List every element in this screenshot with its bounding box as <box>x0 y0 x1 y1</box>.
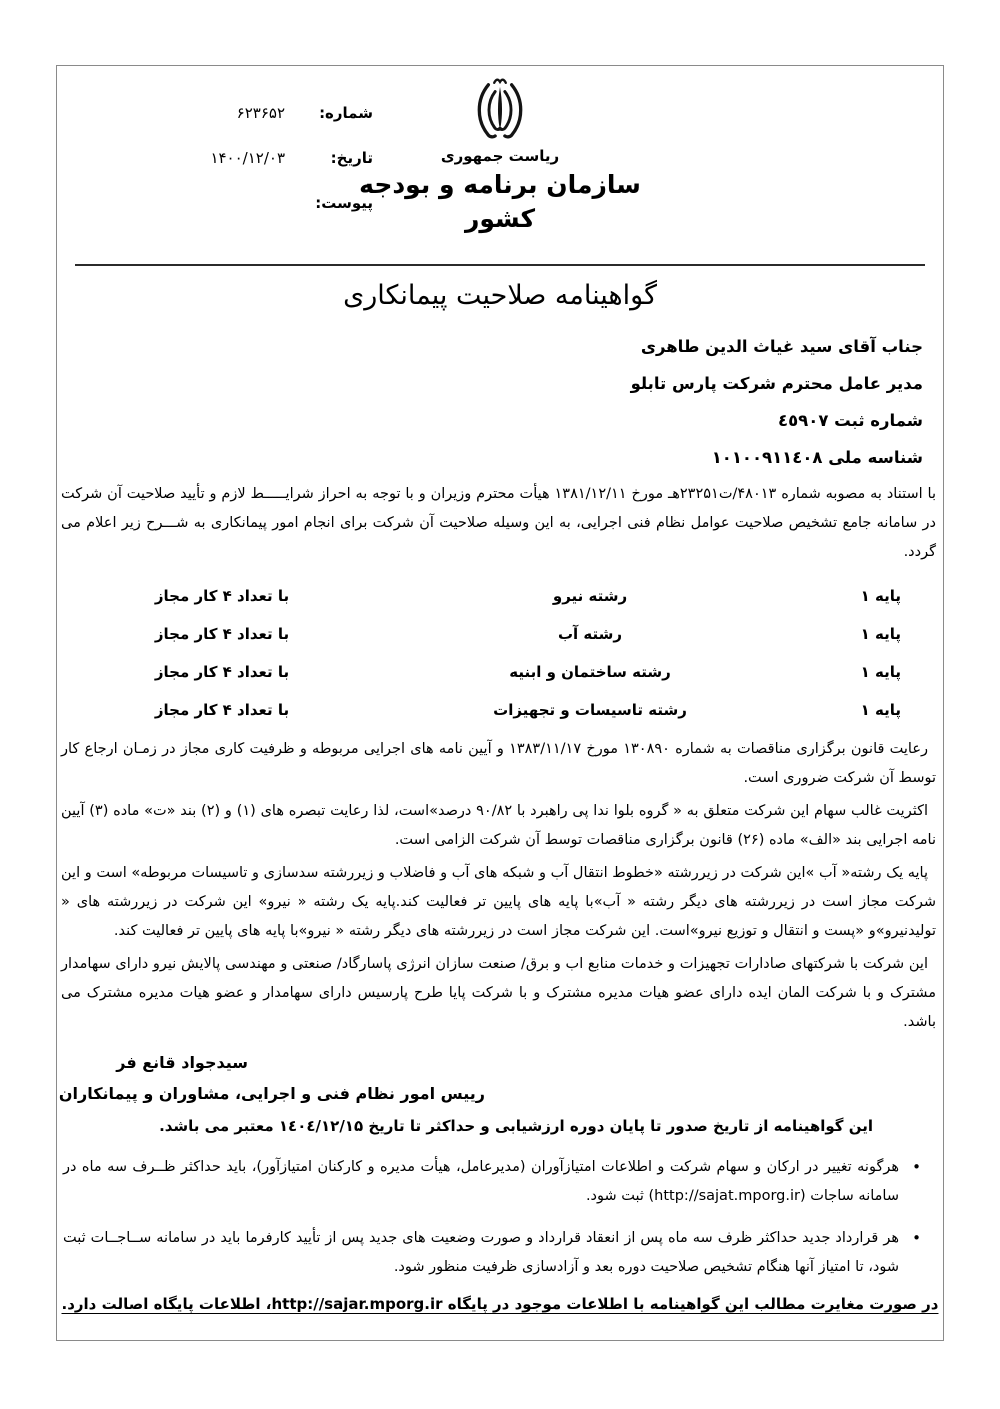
addressee-role: مدیر عامل محترم شرکت پارس تابلو <box>630 374 923 393</box>
bullet-icon: • <box>912 1229 921 1247</box>
grade-base-cell: پایه ۱ <box>860 663 901 681</box>
tender-law-paragraph: رعایت قانون برگزاری مناقصات به شماره ۱۳۰۸۹۰ مورخ ۱۳۸۳/۱۱/۱۷ و آیین نامه های اجرایی مربوطه و ظرفیت کاری مجاز در زمـان ارجاع کار توسط آن شرکت ضروری است. <box>61 741 936 786</box>
letter-meta <box>123 104 373 239</box>
subfields-paragraph: پایه یک رشته« آب »این شرکت در زیررشته «خطوط انتقال آب و شبکه های آب و فاضلاب و زیررشته سدسازی و تاسیسات مربوطه» است و این شرکت مجاز است در زیررشته های دیگر رشته « آب»با پایه های پایین تر فعالیت کند.پایه یک رشته « نیرو» این شرکت در زیررشته های « تولیدنیرو»و «پست و انتقال و توزیع نیرو»است. این شرکت مجاز است در زیررشته های دیگر رشته « نیرو»با پایه های پایین تر فعالیت کند. <box>61 865 936 939</box>
related-companies-paragraph: این شرکت با شرکتهای صادارات تجهیزات و خدمات منابع اب و برق/ صنعت سازان انرژی پاسارگاد/ صنعتی و مهندسی پالایش نیرو دارای سهامدار مشترک و با شرکت المان ایده دارای عضو هیات مدیره مشترک و با شرکت پایا طرح پارسیس دارای سهامدار و عضو هیات مدیره مشترک می باشد. <box>61 956 936 1030</box>
meta-attachment-row <box>123 194 373 212</box>
company-national-id: شناسه ملی ۱۰۱۰۰۹۱۱٤۰۸ <box>711 448 923 467</box>
qualification-grades-table <box>57 577 943 729</box>
note-text: هرگونه تغییر در ارکان و سهام شرکت و اطلاعات امتیازآوران (مدیرعامل، هیأت مدیره و کارکنان امتیازآور)، باید حداکثر ظــرف سه ماه در سامانه ساجات (http://sajat.mporg.ir) ثبت شود. <box>63 1159 899 1204</box>
table-row <box>57 615 943 653</box>
intro-paragraph: با استناد به مصوبه شماره ۴۸۰۱۳/ت۲۳۲۵۱هـ مورخ ۱۳۸۱/۱۲/۱۱ هیأت محترم وزیران و با توجه به احراز شرایـــــط لازم و تأیید صلاحیت آن شرکت در سامانه جامع تشخیص صلاحیت عوامل نظام فنی اجرایی، به این وسیله صلاحیت آن شرکت برای انجام امور پیمانکاری به شـــرح زیر اعلام می گردد. <box>61 486 936 560</box>
org-name: سازمان برنامه و بودجه کشور <box>359 170 641 233</box>
signatory-name: سیدجواد قانع فر <box>116 1053 248 1072</box>
notes-list <box>63 1153 935 1282</box>
grade-capacity-cell: با تعداد ۴ کار مجاز <box>154 663 290 681</box>
grade-capacity-cell: با تعداد ۴ کار مجاز <box>154 587 290 605</box>
addressee-block <box>57 318 943 476</box>
addressee-name: جناب آقای سید غیاث الدین طاهری <box>640 337 923 356</box>
grade-capacity-cell: با تعداد ۴ کار مجاز <box>154 625 290 643</box>
grade-capacity-cell: با تعداد ۴ کار مجاز <box>154 701 290 719</box>
bullet-icon: • <box>912 1158 921 1176</box>
meta-number-label: شماره: <box>319 104 373 122</box>
grade-field-cell: رشته تاسیسات و تجهیزات <box>493 701 687 719</box>
header-divider <box>75 264 925 266</box>
meta-date-value: ۱۴۰۰/۱۲/۰۳ <box>210 149 285 167</box>
signatory-role: رییس امور نظام فنی و اجرایی، مشاوران و پیمانکاران <box>58 1084 485 1103</box>
note-text: هر قرارداد جدید حداکثر ظرف سه ماه پس از انعقاد قرارداد و صورت وضعیت های جدید پس از تأیید کارفرما باید در سامانه ســاجــات ثبت شود، تا امتیاز آنها هنگام تشخیص صلاحیت دوره بعد و آزادسازی ظرفیت منظور شود. <box>63 1230 899 1275</box>
table-row <box>57 691 943 729</box>
grade-field-cell: رشته آب <box>557 625 623 643</box>
grade-field-cell: رشته ساختمان و ابنیه <box>509 663 671 681</box>
table-row <box>57 577 943 615</box>
meta-number-value: ۶۲۳۶۵۲ <box>236 104 285 122</box>
letterhead <box>57 66 943 264</box>
meta-date-label: تاریخ: <box>330 149 373 167</box>
grade-base-cell: پایه ۱ <box>860 625 901 643</box>
org-logo <box>330 74 670 236</box>
authenticity-statement: در صورت مغایرت مطالب این گواهینامه با اطلاعات موجود در پایگاه http://sajar.mporg.ir، اطلاعات پایگاه اصالت دارد. <box>61 1295 939 1313</box>
org-parent-title: ریاست جمهوری <box>440 147 560 165</box>
grade-base-cell: پایه ۱ <box>860 587 901 605</box>
list-item <box>63 1153 935 1211</box>
validity-statement: این گواهینامه از تاریخ صدور تا پایان دوره ارزشیابی و حداکثر تا تاریخ ۱٤۰٤/۱۲/۱۵ معتبر می باشد. <box>159 1117 873 1135</box>
grade-base-cell: پایه ۱ <box>860 701 901 719</box>
iran-emblem-icon <box>469 74 531 144</box>
meta-date-row <box>123 149 373 167</box>
meta-attachment-label: پیوست: <box>315 194 373 212</box>
certificate-frame <box>56 65 944 1341</box>
list-item <box>63 1224 935 1282</box>
table-row <box>57 653 943 691</box>
shareholding-paragraph: اکثریت غالب سهام این شرکت متعلق به « گروه بلوا ندا پی راهبرد با ۹۰/۸۲ درصد»است، لذا رعایت تبصره های (۱) و (۲) بند «ت» ماده (۳) آیین نامه اجرایی بند «الف» ماده (۲۶) قانون برگزاری مناقصات توسط آن شرکت الزامی است. <box>61 803 936 848</box>
grade-field-cell: رشته نیرو <box>552 587 628 605</box>
meta-number-row <box>123 104 373 122</box>
company-registration-number: شماره ثبت ٤٥٩٠٧ <box>778 411 923 430</box>
page-title: گواهینامه صلاحیت پیمانکاری <box>343 280 657 311</box>
